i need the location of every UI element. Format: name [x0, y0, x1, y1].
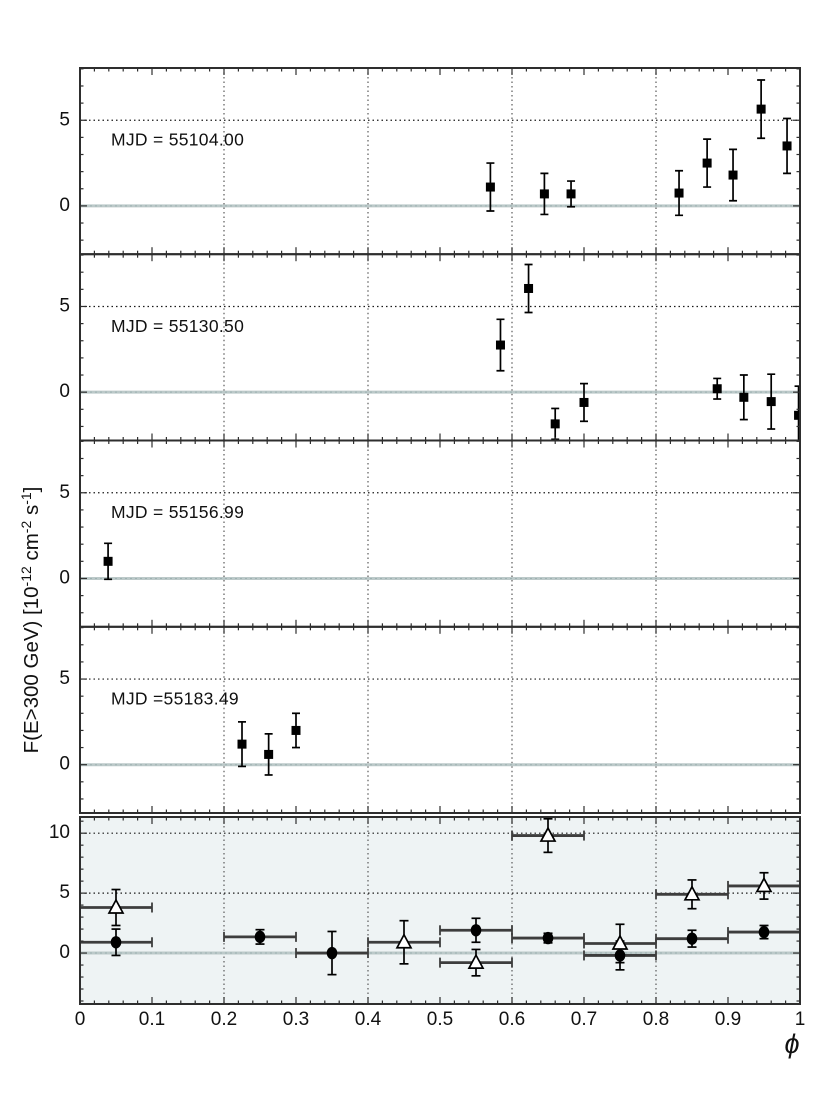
y-tick-label: 5 [59, 882, 70, 904]
square-marker [540, 189, 549, 198]
square-marker [713, 384, 722, 393]
square-marker [783, 141, 792, 150]
panel-mjd-55130 [59, 254, 803, 444]
y-tick-label: 0 [59, 942, 70, 964]
panel-border [80, 68, 800, 254]
panel-data-mjd-55156 [104, 543, 113, 579]
x-tick-label: 0.5 [426, 1009, 454, 1031]
y-tick-label: 5 [59, 481, 70, 503]
y-tick-label: 0 [59, 381, 70, 403]
square-marker [551, 419, 560, 428]
square-marker [524, 284, 533, 293]
x-tick-label: 0.9 [714, 1009, 742, 1031]
panel-mjd-55104 [59, 68, 800, 254]
circle-marker [687, 932, 698, 944]
y-tick-label: 5 [59, 295, 70, 317]
square-marker [703, 159, 712, 168]
x-tick-label: 0.8 [642, 1009, 670, 1031]
mjd-label: MJD = 55130.50 [111, 315, 245, 336]
x-tick-label: 0.2 [210, 1009, 238, 1031]
y-tick-label: 0 [59, 753, 70, 775]
panel-data-mjd-55130 [496, 264, 803, 444]
square-marker [729, 171, 738, 180]
x-axis-labels [75, 1009, 806, 1059]
square-marker [264, 750, 273, 759]
y-axis-title: F(E>300 GeV) [$10^{-12}$ $cm^{-2}$ $s^{-1}$] [18, 486, 43, 754]
circle-marker [471, 924, 482, 936]
circle-marker [759, 926, 770, 938]
panel-data-mjd-55104 [486, 80, 792, 215]
y-tick-label: 5 [59, 668, 70, 690]
square-marker [757, 105, 766, 114]
x-tick-label: 1 [794, 1009, 806, 1031]
square-marker [496, 341, 505, 350]
x-tick-label: 0.3 [282, 1009, 310, 1031]
panel-border [80, 627, 800, 813]
panel-border [80, 441, 800, 627]
mjd-label: MJD =55183.49 [111, 688, 239, 709]
mjd-label: MJD = 55156.99 [111, 502, 245, 523]
panel-phase-folded-average [49, 817, 800, 1004]
square-marker [567, 189, 576, 198]
square-marker [739, 393, 748, 402]
circle-marker [111, 936, 122, 948]
x-tick-label: 0.7 [570, 1009, 598, 1031]
circle-marker [543, 932, 554, 944]
y-tick-label: 0 [59, 567, 70, 589]
panel-mjd-55183 [59, 627, 800, 813]
square-marker [486, 183, 495, 192]
panel-mjd-55156 [59, 441, 800, 627]
y-tick-label: 5 [59, 109, 70, 131]
x-tick-label: 0.6 [498, 1009, 526, 1031]
y-tick-label: 10 [48, 822, 70, 844]
square-marker [104, 557, 113, 566]
square-marker [675, 189, 684, 198]
x-tick-label: 0.4 [354, 1009, 382, 1031]
square-marker [794, 411, 803, 420]
panel-border [80, 254, 800, 440]
square-marker [580, 398, 589, 407]
mjd-label: MJD = 55104.00 [111, 129, 245, 150]
shaded-band [80, 817, 800, 1004]
square-marker [767, 397, 776, 406]
square-marker [238, 740, 247, 749]
circle-marker [327, 947, 338, 959]
square-marker [292, 726, 301, 735]
x-tick-label: 0.1 [138, 1009, 166, 1031]
x-axis-title-phi: ϕ [784, 1029, 800, 1059]
circle-marker [255, 931, 266, 943]
y-tick-label: 0 [59, 194, 70, 216]
x-tick-label: 0 [74, 1009, 86, 1031]
